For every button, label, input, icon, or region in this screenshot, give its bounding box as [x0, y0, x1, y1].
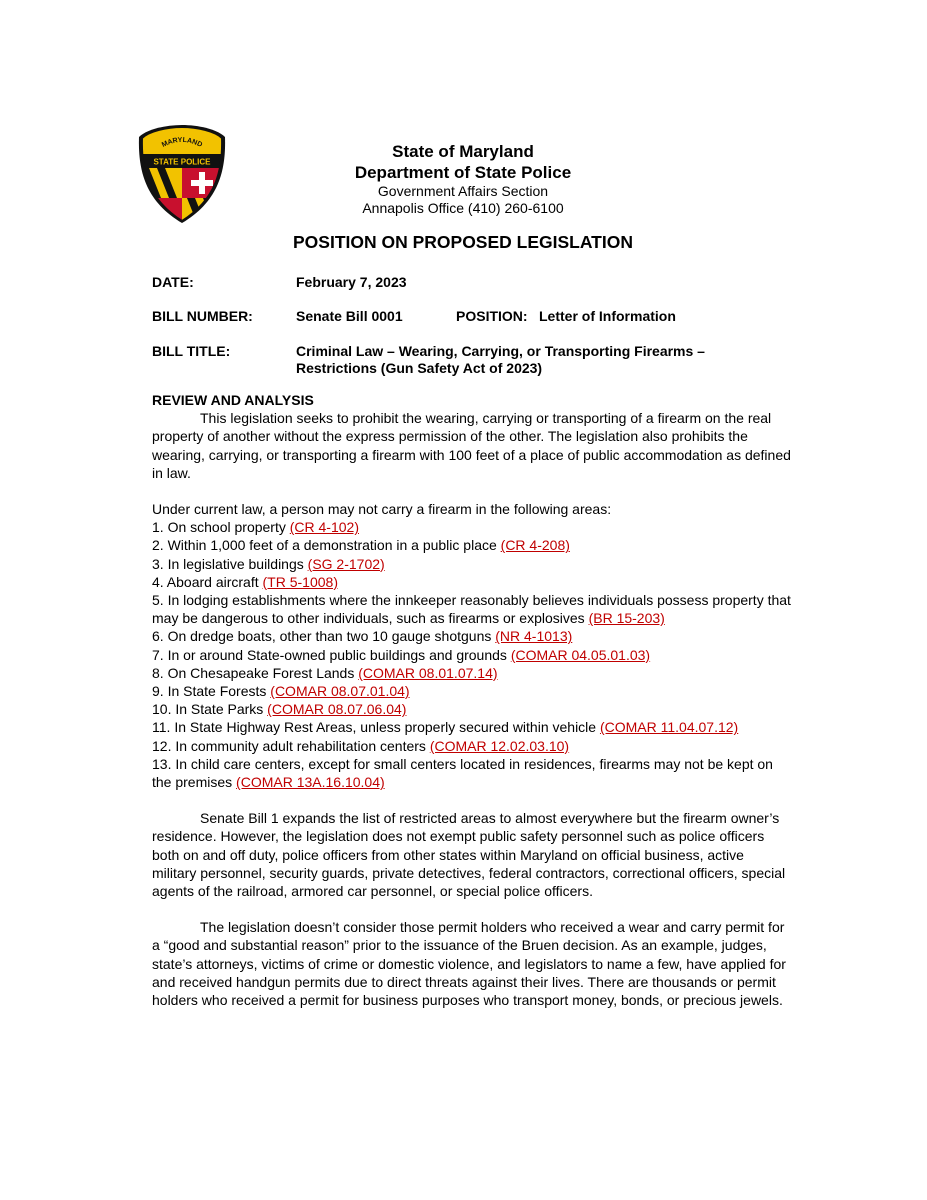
bill-number-value: Senate Bill 0001 [296, 308, 403, 324]
document-title: POSITION ON PROPOSED LEGISLATION [293, 232, 633, 252]
bill-title-label: BILL TITLE: [152, 343, 231, 359]
statute-link[interactable]: (CR 4-208) [500, 537, 570, 554]
list-item: 3. In legislative buildings (SG 2-1702) [152, 555, 385, 572]
date-value: February 7, 2023 [296, 274, 407, 290]
header-department: Department of State Police [354, 163, 572, 182]
list-item: 4. Aboard aircraft (TR 5-1008) [152, 573, 338, 590]
date-label: DATE: [152, 274, 194, 290]
review-paragraph-1: This legislation seeks to prohibit the wearing, carrying or transporting of a firearm on the real property of another without the express permission of the other. The legislation also prohibits the wearing, carrying, or transporting a firearm with 100 feet of a place of public accommodation as defined in law. [152, 410, 791, 481]
list-intro: Under current law, a person may not carry a firearm in the following areas: [152, 501, 612, 518]
header-state: State of Maryland [392, 142, 534, 161]
statute-link[interactable]: (COMAR 12.02.03.10) [429, 737, 570, 754]
restricted-areas-list [152, 518, 792, 791]
bill-title-line2: Restrictions (Gun Safety Act of 2023) [296, 360, 543, 376]
statute-link[interactable]: (NR 4-1013) [495, 628, 573, 645]
header-office: Annapolis Office (410) 260-6100 [362, 200, 564, 216]
list-item: 5. In lodging establishments where the innkeeper reasonably believes individuals possess property that may be dangerous to other individuals, such as firearms or explosives (BR 15-203) [152, 592, 791, 627]
statute-link[interactable]: (COMAR 13A.16.10.04) [236, 774, 385, 791]
statute-link[interactable]: (BR 15-203) [588, 610, 665, 627]
list-item: 6. On dredge boats, other than two 10 gauge shotguns (NR 4-1013) [152, 628, 573, 645]
review-paragraph-3: The legislation doesn’t consider those permit holders who received a wear and carry permit for a “good and substantial reason” prior to the issuance of the Bruen decision. As an example, judges, state’s attorneys, victims of crime or domestic violence, and legislators to name a few, have applied for and received handgun permits due to direct threats against their lives. There are thousands or permit holders who received a permit for business purposes who transport money, bonds, or precious jewels. [152, 919, 786, 1009]
list-item: 10. In State Parks (COMAR 08.07.06.04) [152, 701, 407, 718]
header-section: Government Affairs Section [377, 183, 549, 199]
position-value: Letter of Information [539, 308, 676, 324]
statute-link[interactable]: (CR 4-102) [289, 519, 359, 536]
list-item: 13. In child care centers, except for small centers located in residences, firearms may not be kept on the premises (COMAR 13A.16.10.04) [152, 755, 773, 791]
review-section [152, 391, 792, 1009]
review-heading: REVIEW AND ANALYSIS [152, 392, 314, 408]
list-item: 2. Within 1,000 feet of a demonstration in a public place (CR 4-208) [152, 537, 570, 554]
statute-link[interactable]: (COMAR 11.04.07.12) [599, 719, 739, 736]
review-paragraph-2: Senate Bill 1 expands the list of restricted areas to almost everywhere but the firearm owner’s residence. However, the legislation does not exempt public safety personnel such as police officers both on and off duty, police officers from other states within Maryland on official business, active military personnel, security guards, private detectives, federal contractors, correctional officers, special agents of the railroad, armored car personnel, or special police officers. [152, 810, 786, 900]
list-item: 1. On school property (CR 4-102) [152, 519, 359, 536]
list-item: 7. In or around State-owned public buildings and grounds (COMAR 04.05.01.03) [152, 646, 651, 663]
bill-title-line1: Criminal Law – Wearing, Carrying, or Transporting Firearms – [296, 343, 705, 359]
list-item: 8. On Chesapeake Forest Lands (COMAR 08.01.07.14) [152, 664, 498, 681]
list-item: 12. In community adult rehabilitation centers (COMAR 12.02.03.10) [152, 737, 570, 754]
statute-link[interactable]: (COMAR 08.07.06.04) [267, 701, 407, 718]
statute-link[interactable]: (TR 5-1008) [262, 573, 338, 590]
statute-link[interactable]: (COMAR 08.01.07.14) [358, 664, 498, 681]
statute-link[interactable]: (COMAR 08.07.01.04) [270, 683, 410, 700]
position-label: POSITION: [456, 308, 528, 324]
statute-link[interactable]: (SG 2-1702) [307, 555, 385, 572]
list-item: 9. In State Forests (COMAR 08.07.01.04) [152, 683, 410, 700]
statute-link[interactable]: (COMAR 04.05.01.03) [510, 646, 651, 663]
badge-band-text: STATE POLICE [153, 157, 211, 167]
list-item: 11. In State Highway Rest Areas, unless properly secured within vehicle (COMAR 11.04.07.12) [152, 719, 739, 736]
bill-number-label: BILL NUMBER: [152, 308, 253, 324]
badge-top-text: MARYLAND [160, 136, 204, 149]
maryland-state-police-badge [137, 124, 227, 224]
